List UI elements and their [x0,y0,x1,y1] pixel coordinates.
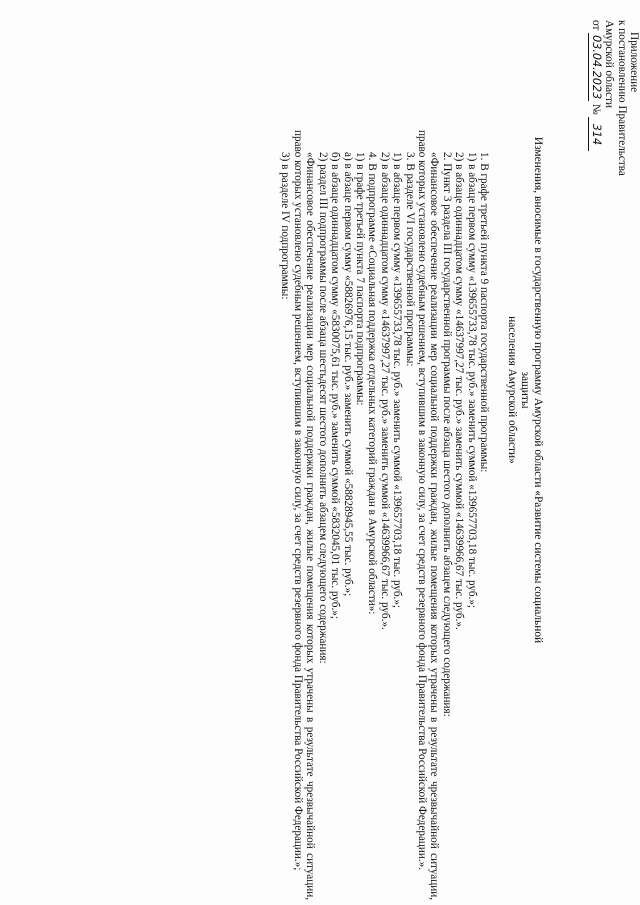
number-prefix: № [589,104,602,115]
approval-line-3: Амурской области [603,20,616,108]
paragraph: 1) в абзаце первом сумму «139655733,78 тыс. руб.» заменить суммой «139657703,18 тыс. руб.»; [465,152,478,609]
handwritten-number: 314 [588,117,601,151]
paragraph: б) в абзаце одиннадцатом сумму «5830075,61 тыс. руб.» заменить суммой «5832045,01 тыс. руб.»; [329,152,342,619]
paragraph: а) в абзаце первом сумму «58826976,15 тыс. руб.» заменить суммой «58828945,55 тыс. руб.»; [341,152,354,597]
paragraph: «Финансовое обеспечение реализации мер социальной поддержки граждан, жилые помещения которых утрачены в результате чрезвычайной ситуации, право которых установлено судебным решением, вступившим в законную силу, за счет средств резервного фонда Правительства Российской Федерации.». [415,130,441,900]
paragraph: 1. В графе третьей пункта 9 паспорта государственной программы: [478,152,490,473]
handwritten-date: 03.04.2023 [589,35,603,100]
date-prefix: от [589,20,602,31]
title-line-2: населения Амурской области» [505,316,518,464]
paragraph: 3. В разделе VI государственной программы: [403,152,416,367]
paragraph: 2) раздел III подпрограммы после абзаца шестьдесят шестого дополнить абзацем следующего содержания: [316,152,329,664]
paragraph: «Финансовое обеспечение реализации мер социальной поддержки граждан, жилые помещения которых утрачены в результате чрезвычайной ситуации, право которых установлено судебным решением, вступившим в законную силу, за счет средств резервного фонда Правительства Российской Федерации.»; [291,130,317,900]
document-title [504,130,544,650]
document-body [279,130,490,900]
paragraph: 1) в абзаце первом сумму «139655733,78 тыс. руб.» заменить суммой «139657703,18 тыс. руб.»; [391,152,404,609]
paragraph: 4. В подпрограмме «Социальная поддержка отдельных категорий граждан в Амурской области»: [366,152,379,615]
approval-block [588,20,640,180]
title-line-1: Изменения, вносимые в государственную программу Амурской области «Развитие системы социальной защиты [518,136,544,644]
paragraph: 1) в графе третьей пункта 7 паспорта подпрограммы: [353,152,366,406]
approval-line-2: к постановлению Правительства [615,20,628,176]
approval-line-1: Приложение [628,32,640,93]
paragraph: 2. Пункт 3 раздела III государственной программы после абзаца шестого дополнить абзацем следующего содержания: [440,152,453,717]
paragraph: 3) в разделе IV подпрограммы: [279,152,292,300]
paragraph: 2) в абзаце одиннадцатом сумму «14637997,27 тыс. руб.» заменить суммой «14639966,67 тыс. руб.». [453,152,466,630]
approval-date-line [588,20,601,180]
paragraph: 2) в абзаце одиннадцатом сумму «14637997,27 тыс. руб.» заменить суммой «14639966,67 тыс. руб.». [378,152,391,630]
